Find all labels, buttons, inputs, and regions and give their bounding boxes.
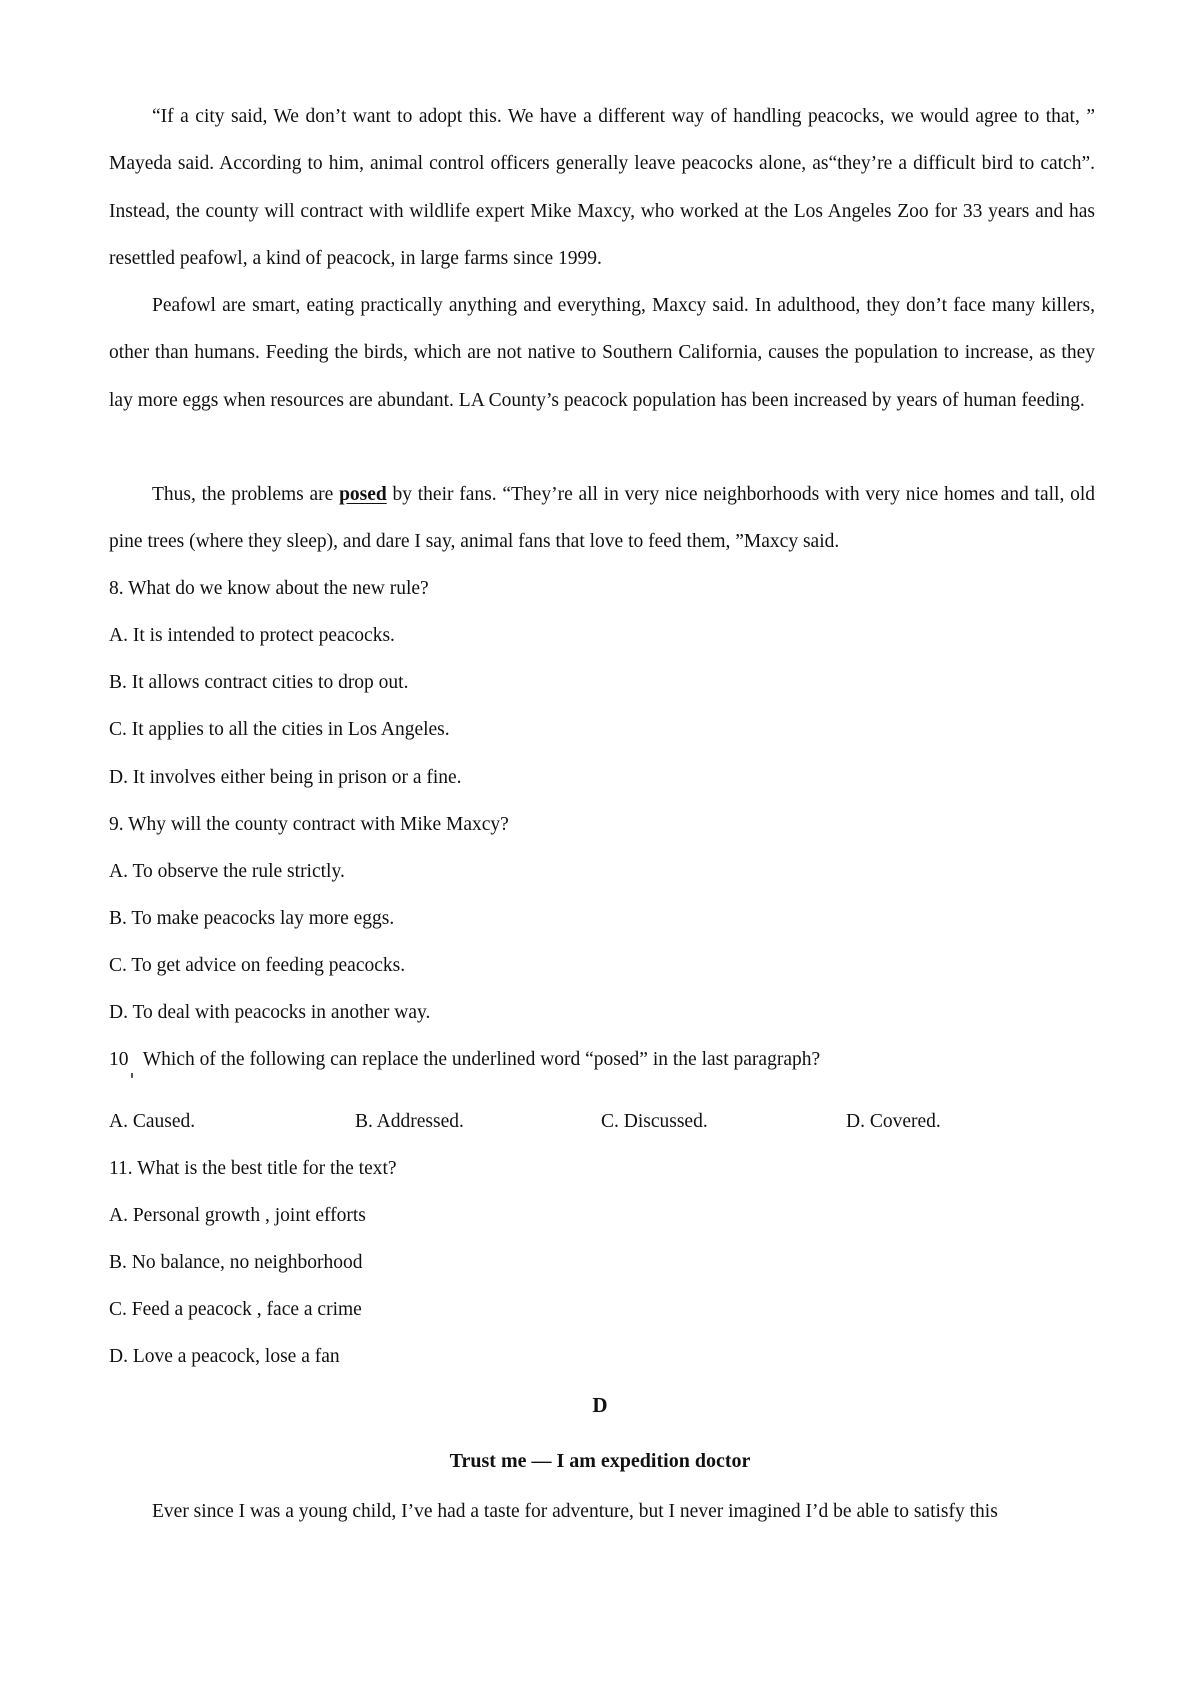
question-10-option-d: D. Covered. [846,1111,941,1132]
question-11-option-b: B. No balance, no neighborhood [109,1252,363,1273]
question-8-stem: 8. What do we know about the new rule? [109,578,429,599]
question-10-option-a: A. Caused. [109,1111,196,1132]
question-11-stem: 11. What is the best title for the text? [109,1158,397,1179]
paragraph-mayeda-quote: “If a city said, We don’t want to adopt this. We have a different way of handling peacocks, we would agree to that, ” Mayeda said. According to him, animal control officers generally leave peacocks alone, as“they’re a difficult bird to catch”. Instead, the county will contract with wildlife expert Mike Maxcy, who worked at the Los Angeles Zoo for 33 years and has resettled peafowl, a kind of peacock, in large farms since 1999. [109,106,1095,269]
section-letter-d: D [592,1393,608,1417]
question-9-option-c: C. To get advice on feeding peacocks. [109,955,406,976]
question-10-option-b: B. Addressed. [355,1111,464,1132]
question-9-stem: 9. Why will the county contract with Mike Maxcy? [109,814,509,835]
question-9-option-a: A. To observe the rule strictly. [109,861,345,882]
question-11-option-c: C. Feed a peacock , face a crime [109,1299,362,1320]
paragraph-problems-posed [109,471,1095,566]
paragraph-text-start: Thus, the problems are [152,484,340,505]
paragraph-peafowl: Peafowl are smart, eating practically anything and everything, Maxcy said. In adulthood, they don’t face many killers, other than humans. Feeding the birds, which are not native to Southern California, causes the population to increase, as they lay more eggs when resources are abundant. LA County’s peacock population has been increased by years of human feeding. [109,295,1095,411]
section-title: Trust me — I am expedition doctor [449,1450,751,1472]
question-8-option-c: C. It applies to all the cities in Los Angeles. [109,719,450,740]
stray-mark [131,1073,133,1078]
underlined-word-posed: posed [339,484,387,505]
question-8-option-b: B. It allows contract cities to drop out. [109,672,409,693]
question-8-option-d: D. It involves either being in prison or a fine. [109,767,462,788]
question-10-option-c: C. Discussed. [601,1111,708,1132]
question-11-option-a: A. Personal growth , joint efforts [109,1205,366,1226]
question-11-option-d: D. Love a peacock, lose a fan [109,1346,340,1367]
question-9-option-b: B. To make peacocks lay more eggs. [109,908,395,929]
question-10-options [109,1110,1095,1134]
question-10-stem: 10 Which of the following can replace the underlined word “posed” in the last paragraph? [109,1049,821,1070]
paragraph-text-end: by their fans. “They’re all in very nice neighborhoods with very nice homes and tall, old pine trees (where they sleep), and dare I say, animal fans that love to feed them, ”Maxcy said. [109,484,1095,553]
question-8-option-a: A. It is intended to protect peacocks. [109,625,395,646]
question-9-option-d: D. To deal with peacocks in another way. [109,1002,431,1023]
section-d-first-line: Ever since I was a young child, I’ve had a taste for adventure, but I never imagined I’d be able to satisfy this [152,1501,998,1522]
